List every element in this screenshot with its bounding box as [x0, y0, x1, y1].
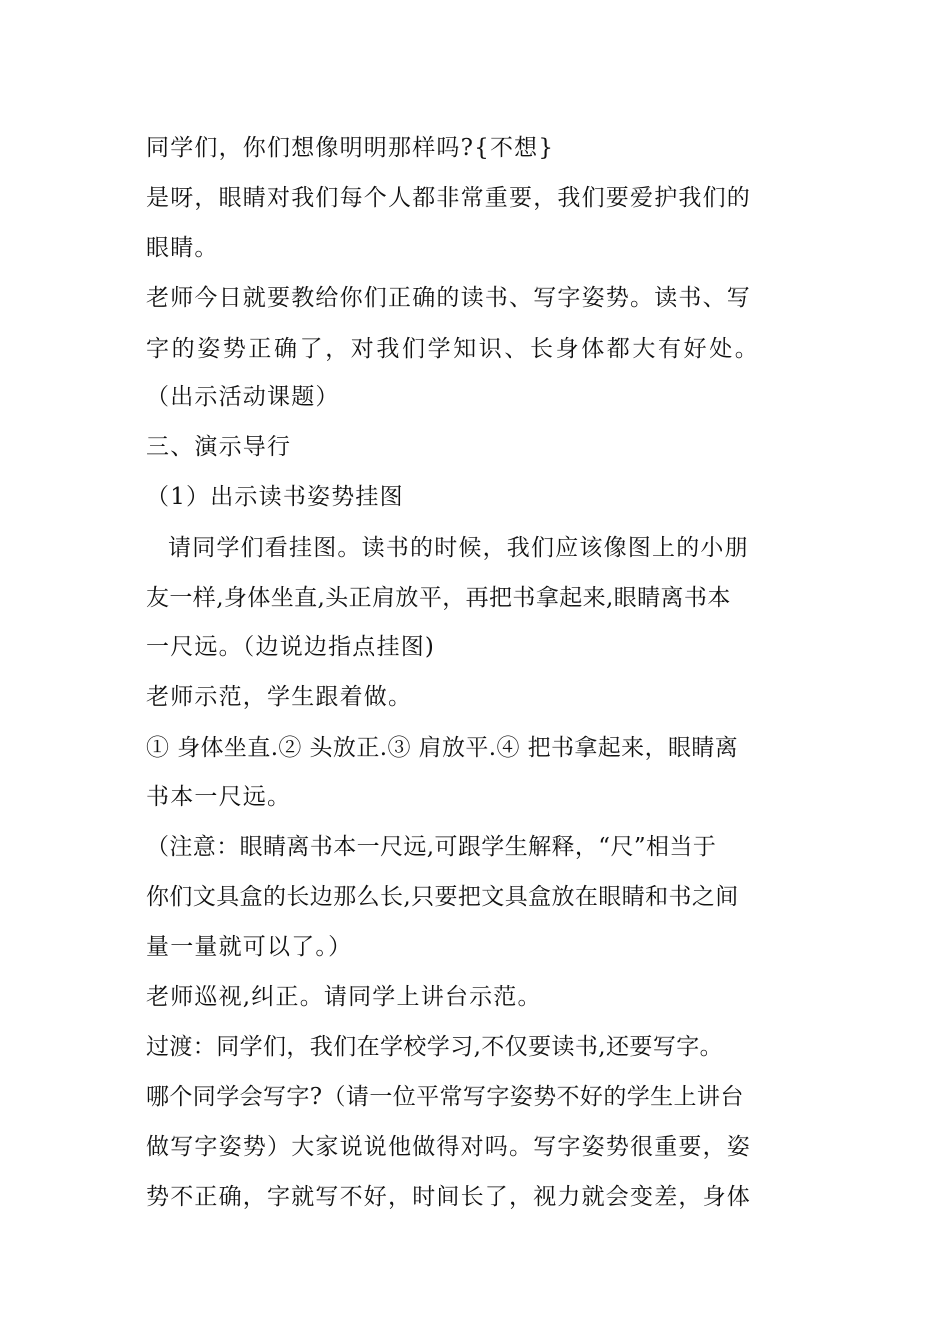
text-line-11: 一尺远。（边说边指点挂图)	[146, 634, 436, 660]
text-line-22: 势不正确，字就写不好，时间长了，视力就会变差，身体	[146, 1184, 751, 1210]
text-line-2: 是呀，眼睛对我们每个人都非常重要，我们要爱护我们的	[146, 185, 751, 211]
text-line-5: 字的姿势正确了，对我们学知识、长身体都大有好处。	[146, 336, 761, 362]
text-line-17: 量一量就可以了。）	[146, 934, 353, 960]
text-line-10: 友一样,身体坐直,头正肩放平，再把书拿起来,眼睛离书本	[146, 585, 731, 611]
text-line-15: （注意：眼睛离书本一尺远,可跟学生解释，“尺”相当于	[146, 834, 717, 860]
text-line-20: 哪个同学会写字?（请一位平常写字姿势不好的学生上讲台	[146, 1084, 744, 1110]
text-line-1: 同学们，你们想像明明那样吗?{不想}	[146, 135, 555, 161]
subsection-heading: （1）出示读书姿势挂图	[146, 484, 404, 510]
text-line-12: 老师示范，学生跟着做。	[146, 684, 413, 710]
text-line-13: ① 身体坐直.② 头放正.③ 肩放平.④ 把书拿起来，眼睛离	[146, 735, 739, 761]
section-heading: 三、演示导行	[146, 434, 292, 460]
text-line-4: 老师今日就要教给你们正确的读书、写字姿势。读书、写	[146, 285, 751, 311]
text-line-19: 过渡：同学们，我们在学校学习,不仅要读书,还要写字。	[146, 1034, 724, 1060]
text-line-14: 书本一尺远。	[146, 784, 292, 810]
text-line-18: 老师巡视,纠正。请同学上讲台示范。	[146, 984, 542, 1010]
text-line-16: 你们文具盒的长边那么长,只要把文具盒放在眼睛和书之间	[146, 884, 739, 910]
text-line-21: 做写字姿势）大家说说他做得对吗。写字姿势很重要，姿	[146, 1134, 751, 1160]
text-line-3: 眼睛。	[146, 235, 219, 261]
text-line-9: 请同学们看挂图。读书的时候，我们应该像图上的小朋	[168, 535, 749, 561]
text-line-6: （出示活动课题）	[146, 384, 340, 410]
